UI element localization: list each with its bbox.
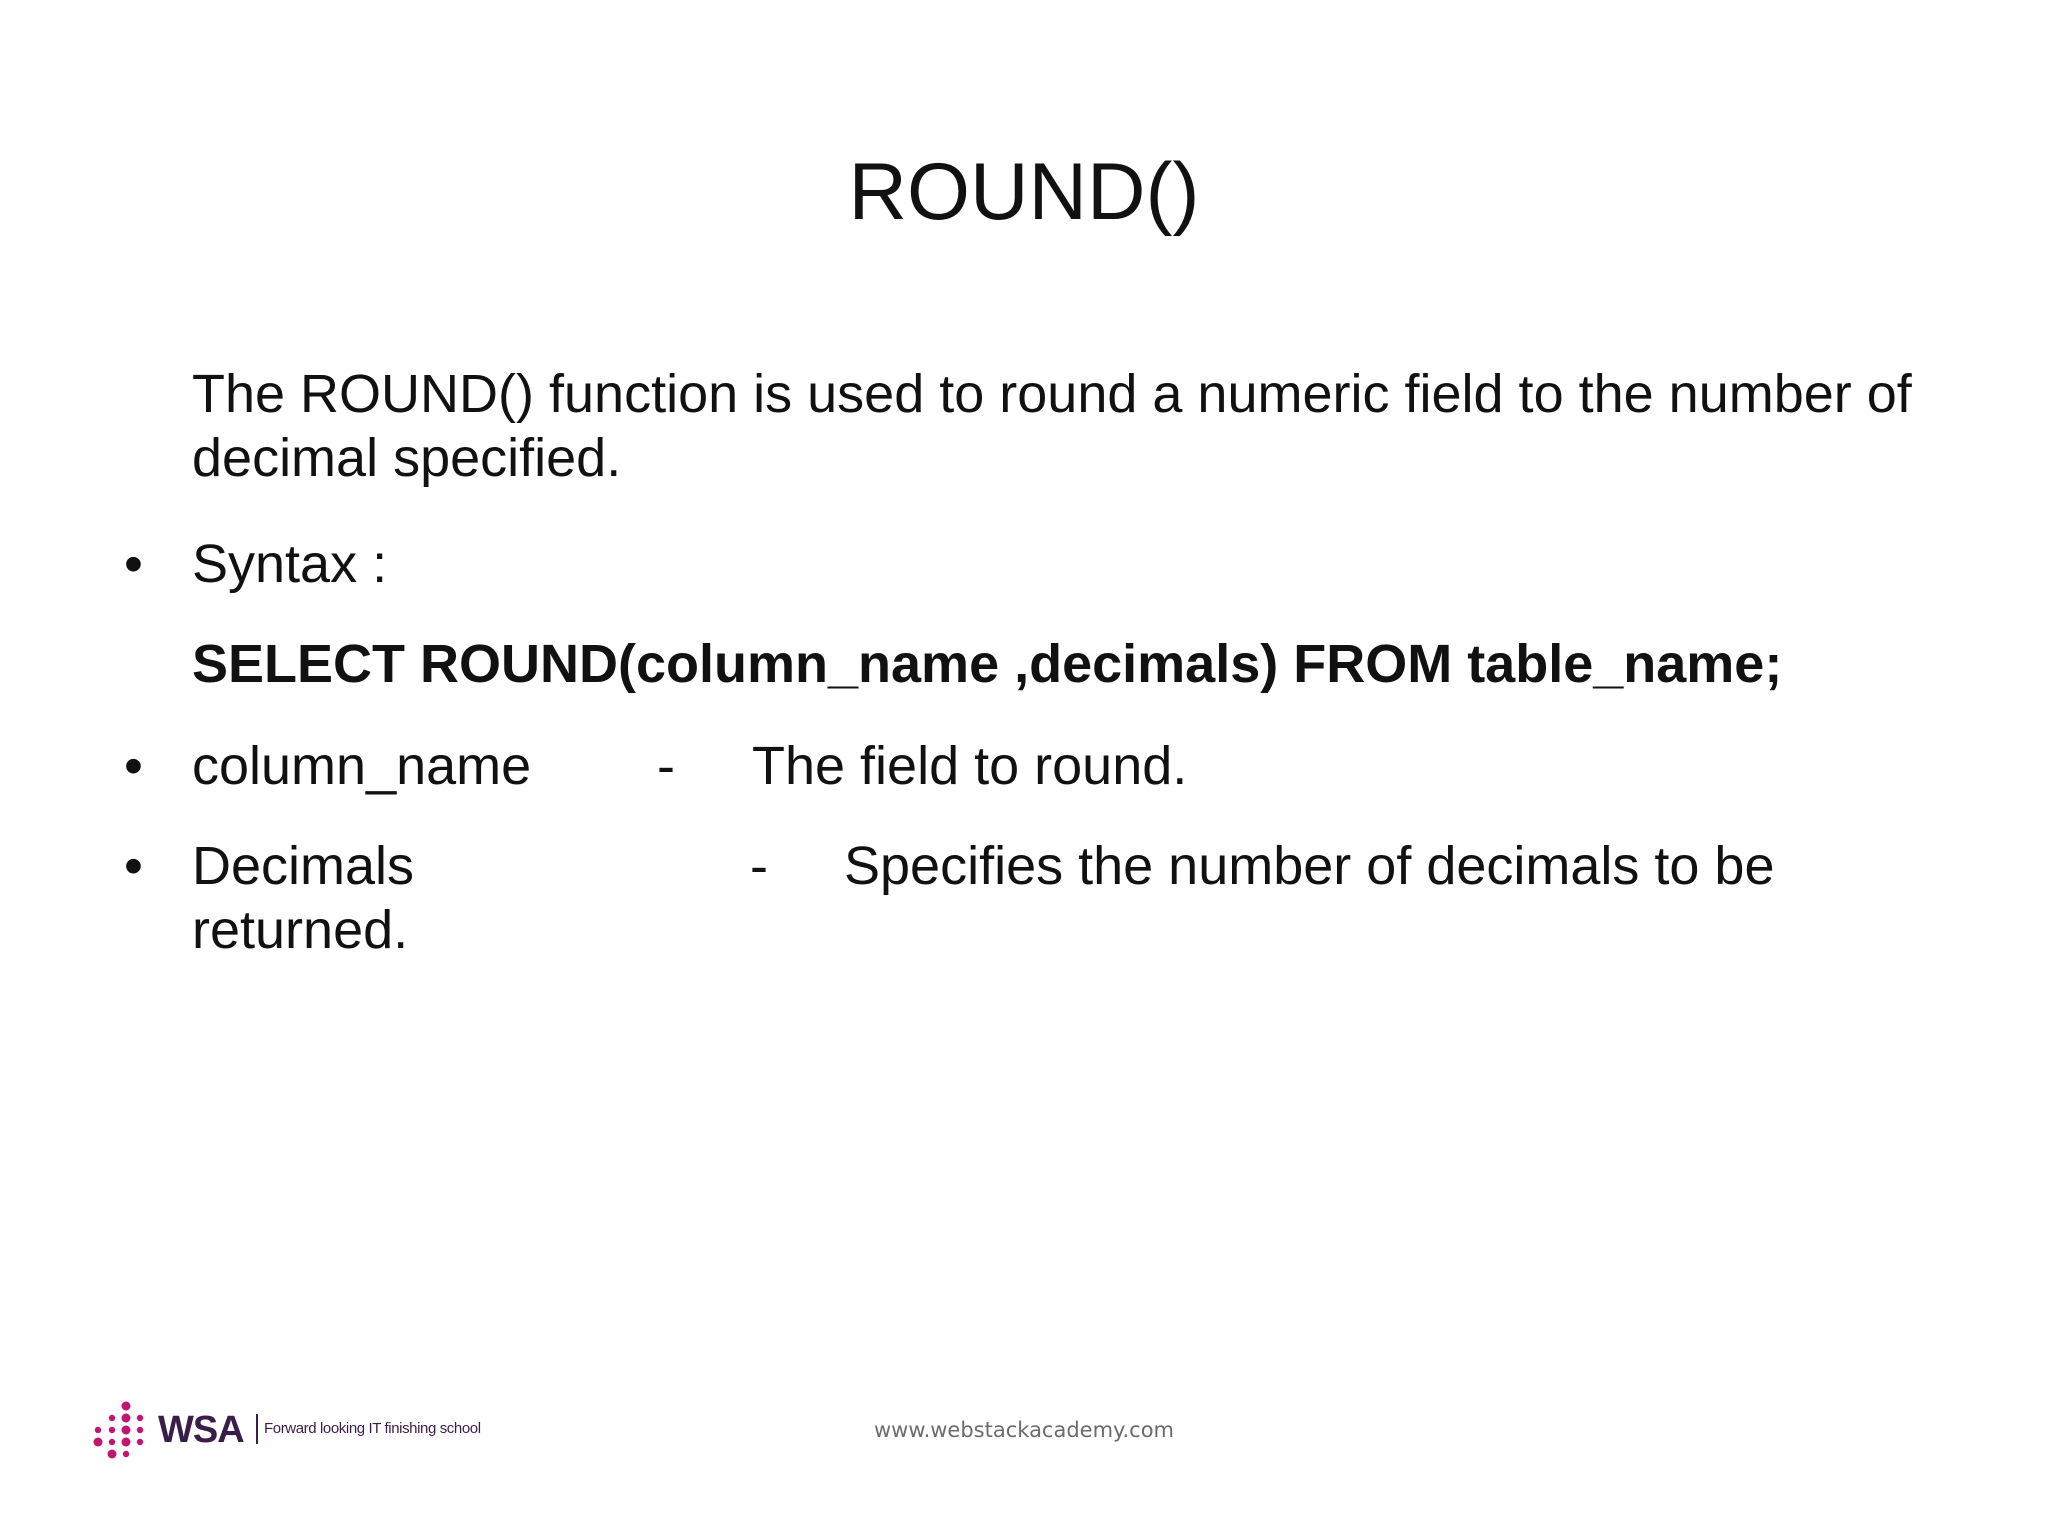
bullet-column-name: • [124, 736, 143, 796]
param-name: column_name [192, 736, 532, 796]
slide-title: ROUND() [848, 147, 1200, 237]
footer-url: www.webstackacademy.com [873, 1418, 1175, 1442]
bullet-decimals: • [124, 836, 143, 896]
syntax-label: Syntax : [192, 534, 388, 594]
param-continuation: returned. [192, 900, 409, 960]
param-dash: - [657, 736, 675, 796]
param-row-decimals [192, 834, 1972, 898]
param-dash: - [750, 836, 768, 896]
param-row-column-name [192, 734, 1972, 798]
logo-wordmark: WSA [158, 1409, 244, 1451]
logo-tagline: Forward looking IT finishing school [264, 1420, 481, 1437]
param-description: The field to round. [752, 736, 1188, 796]
intro-paragraph: The ROUND() function is used to round a numeric field to the number of decimal specified. [192, 364, 1912, 488]
bullet-syntax: • [124, 534, 143, 594]
param-name: Decimals [192, 836, 415, 896]
syntax-code: SELECT ROUND(column_name ,decimals) FROM table_name; [192, 634, 1783, 694]
param-description: Specifies the number of decimals to be [844, 836, 1775, 896]
